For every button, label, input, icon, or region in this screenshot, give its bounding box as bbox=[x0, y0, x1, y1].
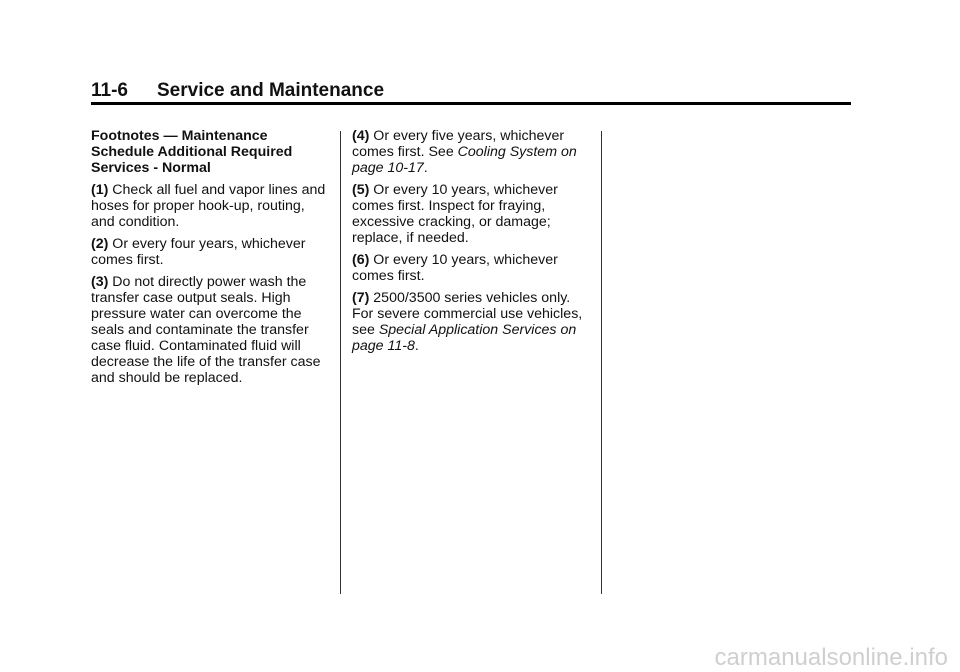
footnote-4 bbox=[352, 128, 592, 176]
footnote-number: (1) bbox=[91, 182, 109, 198]
footnote-punctuation: . bbox=[423, 160, 428, 176]
footnote-text: Do not directly power wash the transfer case output seals. High pressure water can overcome the seals and contaminate the transfer case fluid. Contaminated fluid will decrease the life of the transfer case and should be replaced. bbox=[91, 274, 321, 386]
footnote-2 bbox=[91, 236, 331, 268]
footnote-number: (7) bbox=[352, 290, 370, 306]
footnote-number: (5) bbox=[352, 182, 370, 198]
footnote-number: (2) bbox=[91, 236, 109, 252]
page-number: 11-6 bbox=[91, 80, 128, 101]
footnote-text: Or every five years, whichever comes first. See bbox=[352, 128, 565, 160]
footnote-number: (6) bbox=[352, 252, 370, 268]
footnote-text: Check all fuel and vapor lines and hoses for proper hook-up, routing, and condition. bbox=[91, 182, 326, 230]
footnote-punctuation: . bbox=[414, 338, 419, 354]
footnote-1 bbox=[91, 182, 331, 230]
footnote-text: Or every four years, whichever comes first. bbox=[91, 236, 306, 268]
footnote-text: Or every 10 years, whichever comes first. Inspect for fraying, excessive cracking, or damage; replace, if needed. bbox=[352, 182, 558, 246]
cross-reference-link[interactable]: Cooling System on page 10-17 bbox=[352, 144, 577, 176]
column-divider-left bbox=[340, 131, 341, 594]
watermark: carmanualsonline.info bbox=[714, 644, 948, 671]
section-title: Service and Maintenance bbox=[157, 80, 385, 101]
header-rule bbox=[91, 102, 851, 105]
footnote-number: (4) bbox=[352, 128, 370, 144]
footnotes-heading: Footnotes — Maintenance Schedule Additional Required Services - Normal bbox=[91, 128, 293, 176]
middle-column bbox=[352, 128, 592, 360]
left-column bbox=[91, 128, 331, 392]
cross-reference-link[interactable]: Special Application Services on page 11-8 bbox=[352, 322, 577, 354]
footnote-number: (3) bbox=[91, 274, 109, 290]
footnote-6 bbox=[352, 252, 592, 284]
footnote-text: 2500/3500 series vehicles only. For severe commercial use vehicles, see bbox=[352, 290, 583, 338]
footnote-text: Or every 10 years, whichever comes first. bbox=[352, 252, 558, 284]
page-header bbox=[91, 80, 851, 102]
footnote-3 bbox=[91, 274, 331, 386]
column-divider-right bbox=[601, 131, 602, 594]
footnote-5 bbox=[352, 182, 592, 246]
footnote-7 bbox=[352, 290, 592, 354]
